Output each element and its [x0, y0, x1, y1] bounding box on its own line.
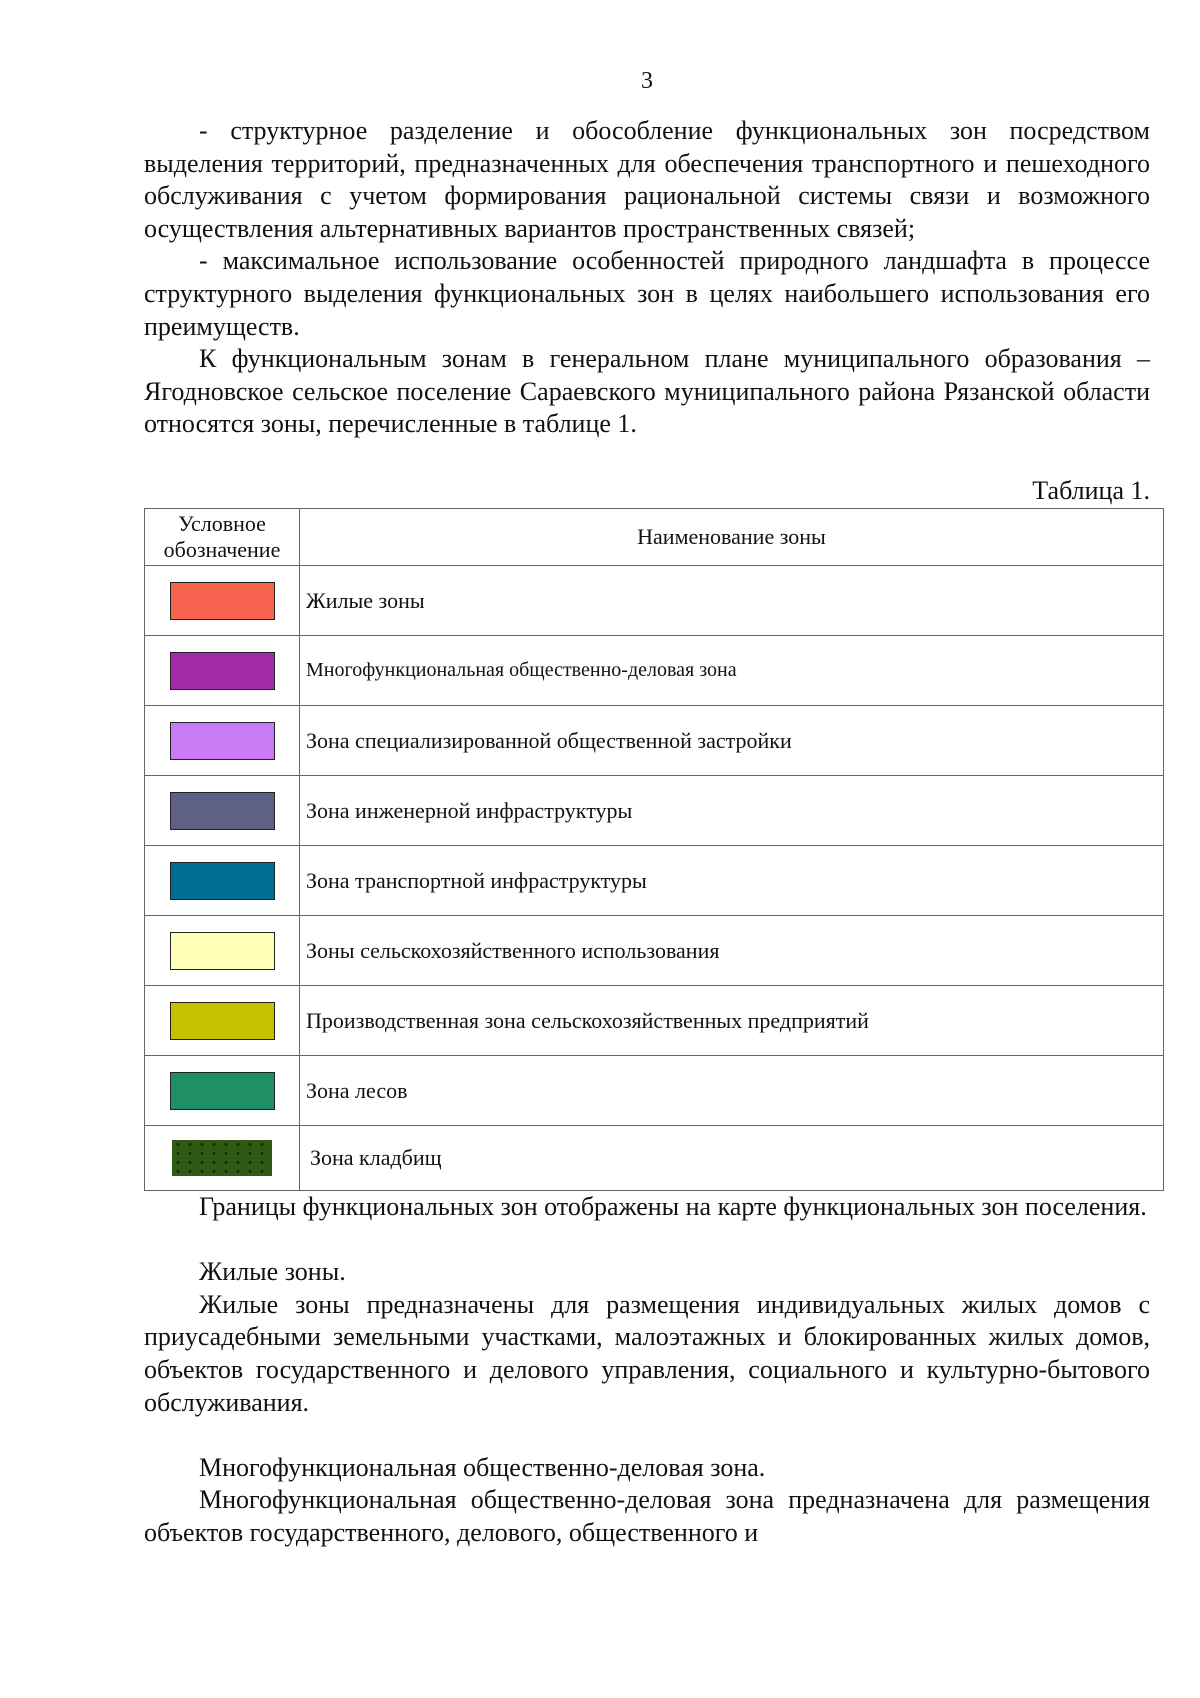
zone-name: Жилые зоны [300, 566, 1164, 636]
table-row [145, 1056, 1164, 1126]
table-row [145, 566, 1164, 636]
legend-swatch [170, 1002, 275, 1040]
heading-business: Многофункциональная общественно-деловая зона. [199, 1452, 766, 1482]
table-row [145, 636, 1164, 706]
table-row [145, 916, 1164, 986]
table-row [145, 776, 1164, 846]
header-symbol [145, 509, 300, 566]
heading-residential: Жилые зоны. [199, 1257, 346, 1287]
legend-swatch [170, 652, 275, 690]
zones-table [144, 508, 1164, 1191]
paragraph-residential: Жилые зоны предназначены для размещения индивидуальных жилых домов с приусадебными земельными участками, малоэтажных и блокированных жилых домов, объектов государственного и делового управления, социального и культурно-бытового обслуживания. [144, 1289, 1150, 1417]
zone-name: Зона специализированной общественной застройки [300, 706, 1164, 776]
legend-swatch-pattern [172, 1140, 272, 1176]
table-row [145, 846, 1164, 916]
zone-name: Многофункциональная общественно-деловая зона [300, 636, 1164, 706]
legend-swatch [170, 932, 275, 970]
paragraph-business: Многофункциональная общественно-деловая зона предназначена для размещения объектов государственного, делового, общественного и [144, 1485, 1150, 1547]
zone-name: Зона транспортной инфраструктуры [300, 846, 1164, 916]
paragraph-landscape-use: - максимальное использование особенностей природного ландшафта в процессе структурного выделения функциональных зон в целях наибольшего использования его преимуществ. [144, 246, 1150, 341]
zone-name: Зоны сельскохозяйственного использования [300, 916, 1164, 986]
legend-swatch [170, 1072, 275, 1110]
legend-swatch [170, 722, 275, 760]
legend-swatch [170, 862, 275, 900]
header-symbol-line1: Условное [178, 511, 266, 536]
zone-name: Зона инженерной инфраструктуры [300, 776, 1164, 846]
zone-name: Зона кладбищ [300, 1126, 1164, 1191]
header-symbol-line2: обозначение [163, 537, 281, 562]
table-header-row [145, 509, 1164, 566]
table-caption: Таблица 1. [1032, 476, 1150, 505]
body-text [144, 1191, 1150, 1550]
paragraph-boundaries: Границы функциональных зон отображены на карте функциональных зон поселения. [199, 1192, 1147, 1221]
zone-name: Производственная зона сельскохозяйственных предприятий [300, 986, 1164, 1056]
page-number: 3 [641, 68, 653, 94]
table-row [145, 1126, 1164, 1191]
legend-swatch [170, 582, 275, 620]
header-zone-name: Наименование зоны [300, 509, 1164, 566]
table-row [145, 986, 1164, 1056]
paragraph-zones-list-intro: К функциональным зонам в генеральном плане муниципального образования – Ягодновское сельское поселение Сараевского муниципального района Рязанской области относятся зоны, перечисленные в таблице 1. [144, 344, 1150, 439]
legend-swatch [170, 792, 275, 830]
table-row [145, 706, 1164, 776]
zone-name: Зона лесов [300, 1056, 1164, 1126]
paragraph-structural-separation: - структурное разделение и обособление функциональных зон посредством выделения территорий, предназначенных для обеспечения транспортного и пешеходного обслуживания с учетом формирования рациональной системы связи и возможного осуществления альтернативных вариантов пространственных связей; [144, 116, 1150, 243]
intro-text [144, 115, 1150, 441]
